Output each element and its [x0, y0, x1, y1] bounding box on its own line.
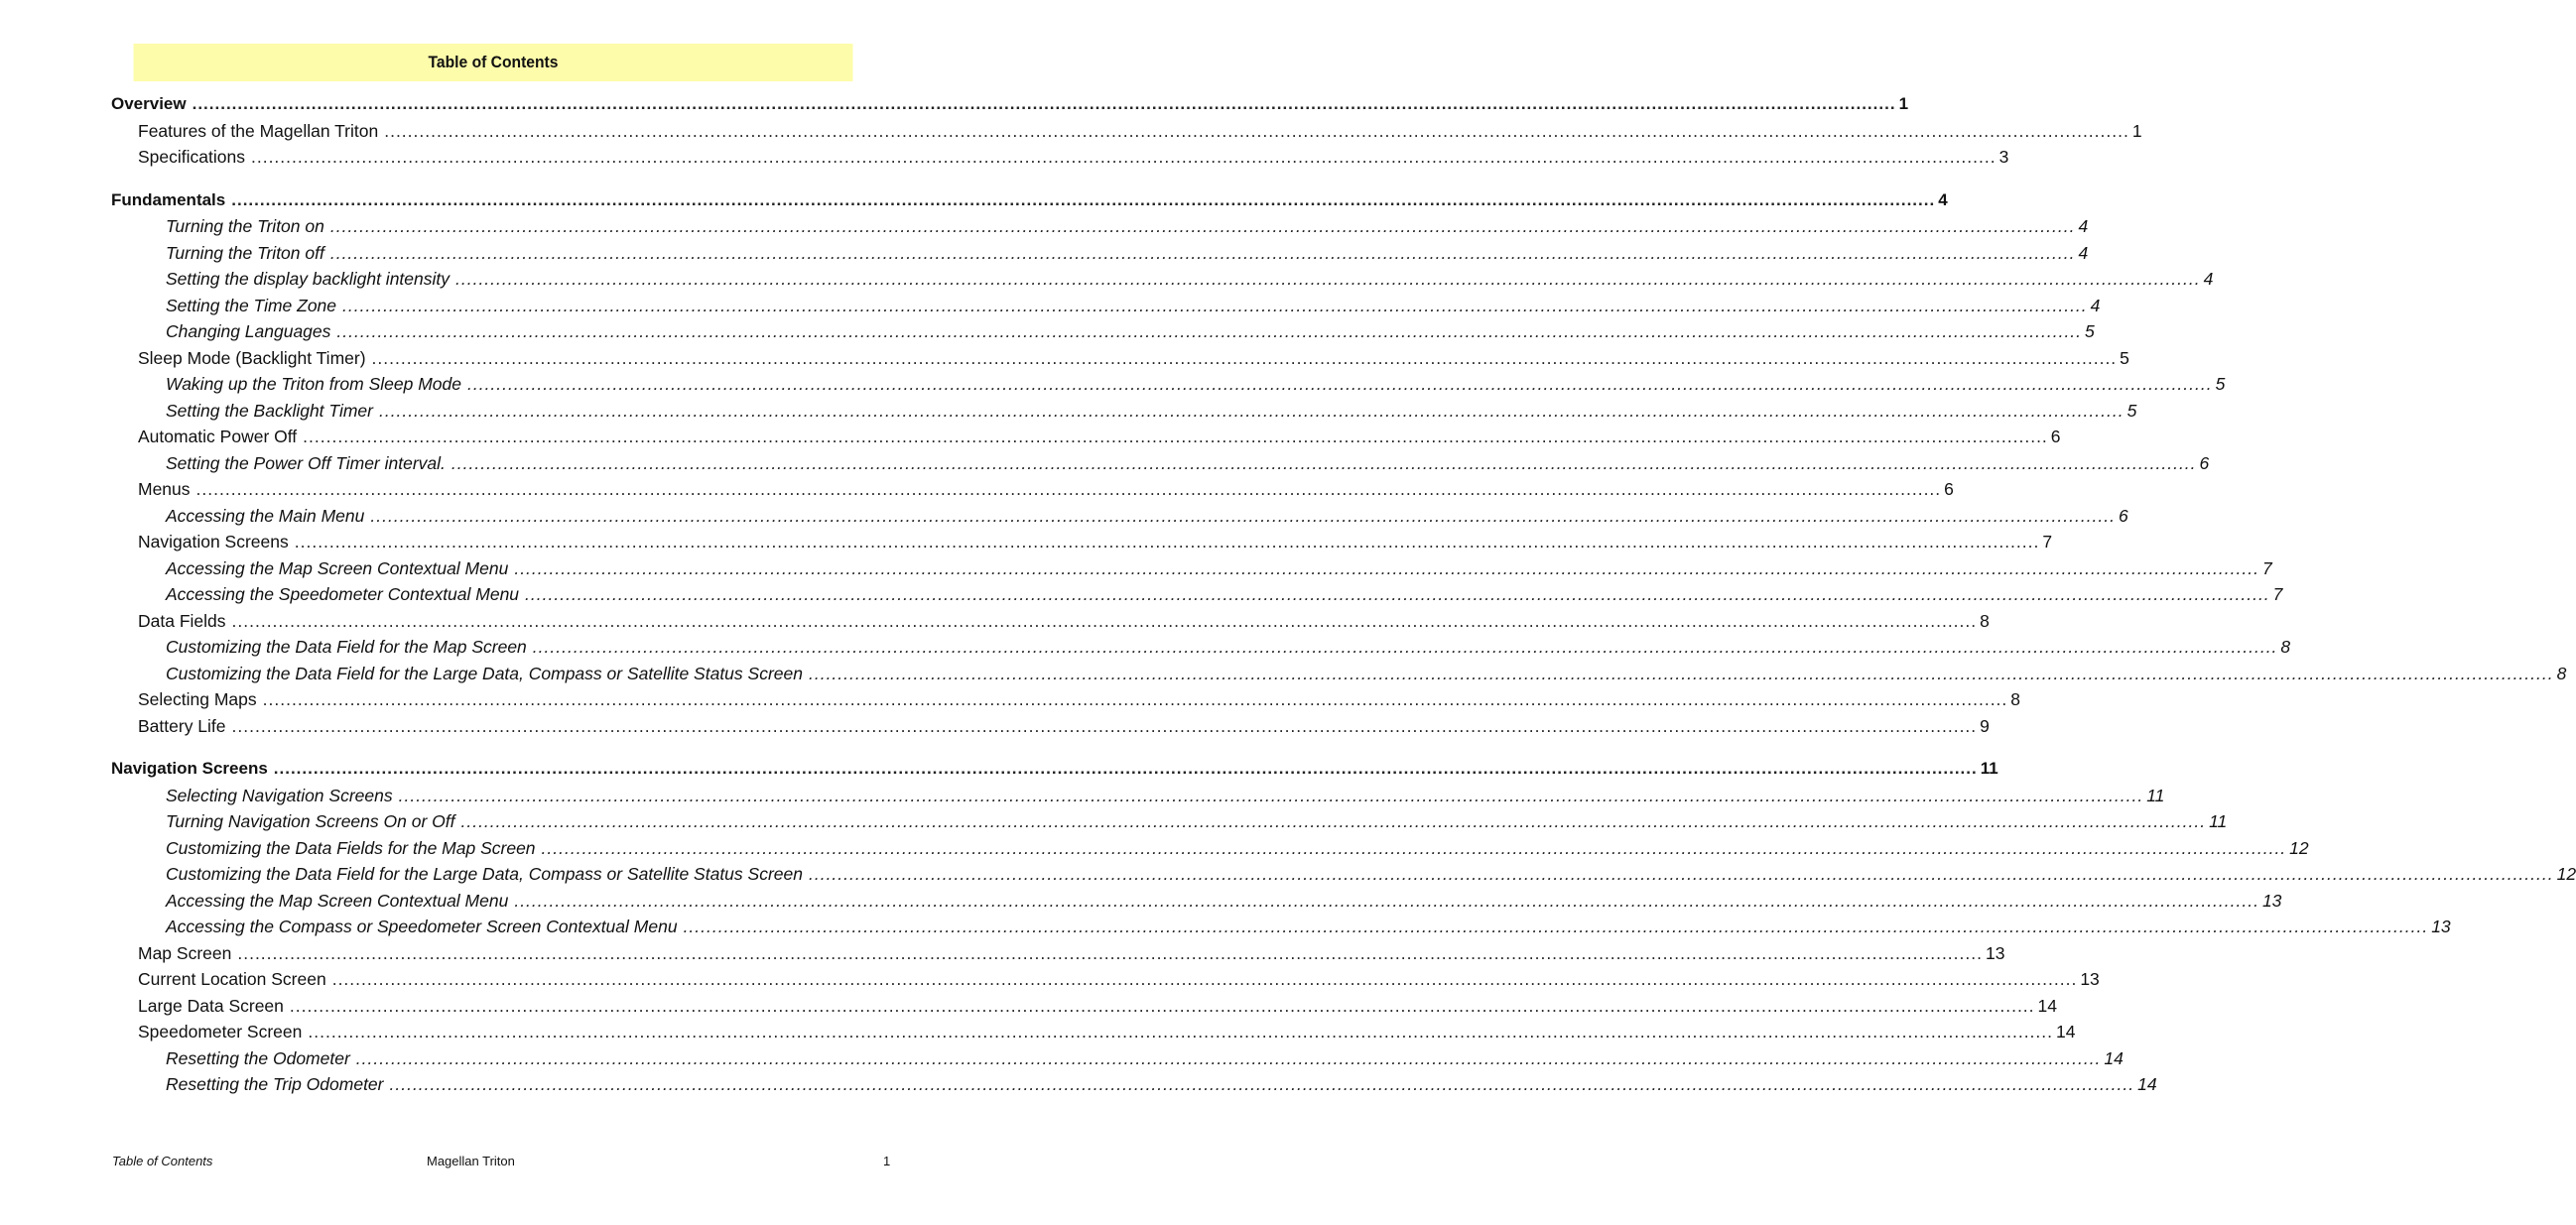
toc-entry[interactable] [111, 861, 2576, 888]
toc-entry-page: 11 [2146, 785, 2165, 805]
toc-entry-page: 6 [2119, 505, 2128, 526]
toc-entry-page: 11 [2209, 811, 2228, 831]
toc-entry-title: Waking up the Triton from Sleep Mode [166, 374, 461, 394]
footer-section-name: Table of Contents [112, 1154, 213, 1168]
toc-entry-title: Selecting Maps [138, 689, 257, 709]
toc-dot-leader: ............................................................................................................................................................................................................................................................................................................ [532, 637, 2278, 657]
section-gap [111, 739, 863, 756]
toc-entry[interactable] [111, 555, 2272, 582]
toc-entry-title: Accessing the Compass or Speedometer Screen Contextual Menu [166, 917, 678, 936]
toc-entry-page: 4 [2203, 269, 2214, 289]
toc-dot-leader: ............................................................................................................................................................................................................................................................................................................ [294, 532, 2040, 551]
toc-entry[interactable] [111, 529, 2053, 555]
toc-entry-title: Setting the Time Zone [166, 295, 337, 315]
toc-entry[interactable] [111, 808, 2228, 835]
toc-entry-title: Accessing the Map Screen Contextual Menu [166, 557, 509, 578]
toc-dot-leader: ............................................................................................................................................................................................................................................................................................................ [355, 1047, 2102, 1068]
toc-entry[interactable] [111, 91, 1909, 118]
toc-entry-page: 8 [2556, 663, 2567, 683]
page-title: Table of Contents [134, 44, 853, 81]
toc-entry-title: Fundamentals [111, 189, 226, 209]
toc-entry-title: Turning Navigation Screens On or Off [166, 811, 455, 831]
toc-entry-title: Specifications [138, 147, 245, 167]
toc-entry-page: 14 [2104, 1047, 2124, 1068]
toc-entry-title: Accessing the Main Menu [166, 505, 365, 526]
toc-entry[interactable] [111, 783, 2165, 809]
toc-entry-title: Customizing the Data Field for the Large Data, Compass or Satellite Status Screen [166, 663, 803, 683]
toc-entry[interactable] [111, 371, 2226, 398]
toc-entry[interactable] [111, 661, 2567, 687]
toc-dot-leader: ............................................................................................................................................................................................................................................................................................................ [683, 917, 2429, 936]
toc-entry-page: 5 [2126, 400, 2137, 421]
toc-entry-page: 3 [1998, 147, 2009, 167]
table-of-contents [111, 91, 2576, 1098]
toc-entry[interactable] [111, 756, 1998, 783]
toc-entry-page: 9 [1980, 715, 1990, 736]
toc-dot-leader: ............................................................................................................................................................................................................................................................................................................ [303, 427, 2048, 446]
toc-entry-title: Menus [138, 479, 191, 499]
toc-dot-leader: ............................................................................................................................................................................................................................................................................................................ [237, 942, 1983, 963]
toc-entry[interactable] [111, 240, 2089, 267]
toc-entry-page: 5 [2215, 374, 2226, 394]
toc-entry-title: Navigation Screens [138, 532, 289, 551]
toc-entry[interactable] [111, 213, 2089, 240]
toc-dot-leader: ............................................................................................................................................................................................................................................................................................................ [195, 479, 1942, 499]
toc-entry[interactable] [111, 966, 2100, 993]
toc-entry[interactable] [111, 581, 2283, 608]
toc-dot-leader: ............................................................................................................................................................................................................................................................................................................ [231, 610, 1978, 631]
toc-dot-leader: ............................................................................................................................................................................................................................................................................................................ [329, 242, 2076, 263]
toc-entry[interactable] [111, 503, 2128, 530]
toc-entry[interactable] [111, 686, 2021, 713]
toc-dot-leader: ............................................................................................................................................................................................................................................................................................................ [370, 505, 2117, 526]
toc-entry-title: Selecting Navigation Screens [166, 785, 393, 805]
toc-entry-page: 13 [1985, 942, 2005, 963]
toc-entry-page: 14 [2037, 995, 2057, 1016]
toc-dot-leader: ............................................................................................................................................................................................................................................................................................................ [308, 1022, 2054, 1041]
toc-dot-leader: ............................................................................................................................................................................................................................................................................................................ [250, 147, 1996, 167]
toc-entry-page: 4 [2078, 242, 2089, 263]
toc-entry-page: 6 [2199, 452, 2210, 473]
toc-entry[interactable] [111, 318, 2095, 345]
toc-entry-title: Customizing the Data Fields for the Map Screen [166, 837, 536, 858]
toc-entry-page: 13 [2431, 917, 2451, 936]
toc-entry[interactable] [111, 940, 2005, 967]
toc-entry[interactable] [111, 266, 2214, 293]
toc-entry[interactable] [111, 634, 2291, 661]
toc-dot-leader: ............................................................................................................................................................................................................................................................................................................ [342, 295, 2088, 315]
toc-entry[interactable] [111, 144, 2009, 171]
toc-entry-page: 8 [2010, 689, 2021, 709]
toc-dot-leader: ............................................................................................................................................................................................................................................................................................................ [398, 785, 2144, 805]
toc-entry-title: Data Fields [138, 610, 226, 631]
toc-entry-title: Current Location Screen [138, 969, 326, 989]
footer-page-number: 1 [883, 1154, 891, 1168]
toc-entry-title: Setting the Power Off Timer interval. [166, 452, 446, 473]
toc-entry-page: 7 [2272, 584, 2283, 604]
toc-dot-leader: ............................................................................................................................................................................................................................................................................................................ [455, 269, 2201, 289]
toc-entry-title: Turning the Triton on [166, 216, 324, 236]
toc-entry-title: Resetting the Trip Odometer [166, 1074, 384, 1094]
toc-dot-leader: ............................................................................................................................................................................................................................................................................................................ [192, 94, 1896, 113]
footer-document-name: Magellan Triton [427, 1154, 515, 1168]
toc-entry[interactable] [111, 424, 2061, 450]
toc-dot-leader: ............................................................................................................................................................................................................................................................................................................ [331, 969, 2078, 989]
toc-dot-leader: ............................................................................................................................................................................................................................................................................................................ [525, 584, 2270, 604]
toc-entry[interactable] [111, 293, 2101, 319]
toc-entry[interactable] [111, 476, 1954, 503]
toc-dot-leader: ............................................................................................................................................................................................................................................................................................................ [541, 837, 2287, 858]
toc-entry[interactable] [111, 608, 1990, 635]
toc-entry-title: Changing Languages [166, 321, 331, 341]
toc-entry-title: Battery Life [138, 715, 226, 736]
toc-entry-page: 12 [2556, 864, 2576, 884]
toc-dot-leader: ............................................................................................................................................................................................................................................................................................................ [231, 715, 1978, 736]
toc-entry-page: 14 [2137, 1074, 2157, 1094]
toc-dot-leader: ............................................................................................................................................................................................................................................................................................................ [336, 321, 2083, 341]
toc-entry-page: 4 [1938, 189, 1948, 209]
toc-entry[interactable] [111, 1045, 2124, 1072]
toc-entry[interactable] [111, 345, 2129, 372]
toc-entry-page: 13 [2080, 969, 2100, 989]
toc-entry-title: Automatic Power Off [138, 427, 298, 446]
toc-entry-page: 1 [2131, 120, 2142, 141]
toc-entry-page: 7 [2261, 557, 2272, 578]
toc-entry-page: 12 [2289, 837, 2309, 858]
toc-entry-page: 5 [2120, 347, 2129, 368]
toc-entry-page: 4 [2090, 295, 2101, 315]
toc-dot-leader: ............................................................................................................................................................................................................................................................................................................ [451, 452, 2197, 473]
toc-entry-page: 14 [2056, 1022, 2076, 1041]
toc-entry[interactable] [111, 450, 2210, 477]
toc-dot-leader: ............................................................................................................................................................................................................................................................................................................ [808, 864, 2554, 884]
toc-entry-title: Map Screen [138, 942, 232, 963]
toc-entry-page: 7 [2042, 532, 2053, 551]
toc-dot-leader: ............................................................................................................................................................................................................................................................................................................ [371, 347, 2118, 368]
toc-entry-title: Features of the Magellan Triton [138, 120, 379, 141]
toc-entry-page: 6 [2050, 427, 2061, 446]
toc-entry-page: 6 [1944, 479, 1954, 499]
toc-dot-leader: ............................................................................................................................................................................................................................................................................................................ [514, 890, 2259, 911]
toc-dot-leader: ............................................................................................................................................................................................................................................................................................................ [273, 759, 1978, 778]
toc-entry-title: Turning the Triton off [166, 242, 324, 263]
toc-dot-leader: ............................................................................................................................................................................................................................................................................................................ [389, 1074, 2135, 1094]
toc-dot-leader: ............................................................................................................................................................................................................................................................................................................ [460, 811, 2207, 831]
toc-entry[interactable] [111, 993, 2057, 1020]
toc-entry-title: Navigation Screens [111, 759, 268, 778]
toc-entry[interactable] [111, 888, 2282, 915]
toc-entry-title: Customizing the Data Field for the Map Screen [166, 637, 527, 657]
toc-entry-title: Sleep Mode (Backlight Timer) [138, 347, 366, 368]
toc-entry-page: 13 [2261, 890, 2282, 911]
toc-entry[interactable] [111, 835, 2309, 862]
toc-entry[interactable] [111, 713, 1990, 740]
toc-dot-leader: ............................................................................................................................................................................................................................................................................................................ [514, 557, 2259, 578]
toc-entry-title: Speedometer Screen [138, 1022, 303, 1041]
toc-entry[interactable] [111, 1071, 2157, 1098]
toc-entry[interactable] [111, 398, 2137, 425]
toc-dot-leader: ............................................................................................................................................................................................................................................................................................................ [378, 400, 2125, 421]
toc-entry-page: 4 [2078, 216, 2089, 236]
toc-entry[interactable] [111, 187, 1948, 214]
toc-entry-page: 8 [1980, 610, 1990, 631]
toc-entry-title: Customizing the Data Field for the Large Data, Compass or Satellite Status Screen [166, 864, 803, 884]
toc-entry[interactable] [111, 1019, 2076, 1045]
toc-dot-leader: ............................................................................................................................................................................................................................................................................................................ [262, 689, 2008, 709]
toc-entry-page: 8 [2280, 637, 2291, 657]
toc-entry-title: Setting the display backlight intensity [166, 269, 450, 289]
toc-entry-title: Setting the Backlight Timer [166, 400, 373, 421]
toc-entry-title: Large Data Screen [138, 995, 284, 1016]
toc-entry-page: 1 [1898, 94, 1909, 113]
toc-dot-leader: ............................................................................................................................................................................................................................................................................................................ [808, 663, 2554, 683]
toc-dot-leader: ............................................................................................................................................................................................................................................................................................................ [231, 189, 1936, 209]
section-gap [111, 171, 863, 187]
toc-entry-title: Resetting the Odometer [166, 1047, 350, 1068]
toc-dot-leader: ............................................................................................................................................................................................................................................................................................................ [466, 374, 2213, 394]
toc-entry-title: Accessing the Speedometer Contextual Menu [166, 584, 520, 604]
toc-entry-title: Overview [111, 94, 187, 113]
toc-entry[interactable] [111, 914, 2451, 940]
toc-entry-page: 11 [1980, 759, 1998, 778]
toc-dot-leader: ............................................................................................................................................................................................................................................................................................................ [329, 216, 2076, 236]
toc-dot-leader: ............................................................................................................................................................................................................................................................................................................ [289, 995, 2035, 1016]
toc-entry[interactable] [111, 118, 2142, 145]
toc-entry-page: 5 [2085, 321, 2095, 341]
toc-dot-leader: ............................................................................................................................................................................................................................................................................................................ [384, 120, 2129, 141]
toc-entry-title: Accessing the Map Screen Contextual Menu [166, 890, 509, 911]
